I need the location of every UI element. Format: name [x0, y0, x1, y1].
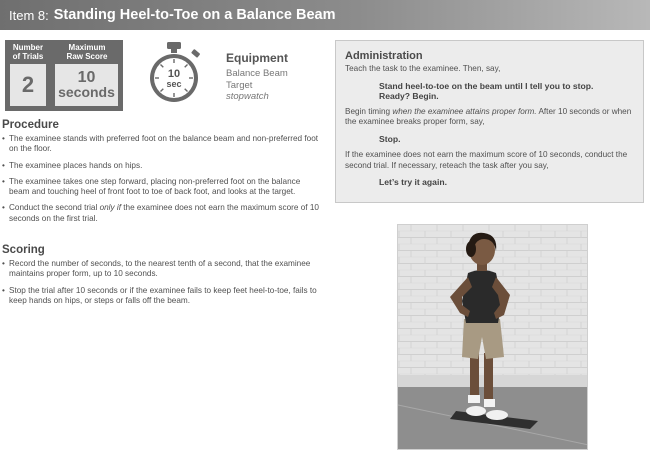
- max-raw-score-label: Maximum Raw Score: [66, 43, 108, 61]
- stopwatch-text-2: sec: [166, 79, 182, 89]
- list-item: • Record the number of seconds, to the nearest tenth of a second, that the examinee maintains proper form, up to 10 seconds.: [2, 259, 320, 280]
- equipment-item: Target: [226, 79, 253, 91]
- admin-paragraph: If the examinee does not earn the maximum score of 10 seconds, conduct the second trial. If necessary, reteach the task after you say,: [345, 150, 628, 170]
- stopwatch-icon: [145, 40, 203, 104]
- page-header: [0, 0, 650, 30]
- equipment-item: Balance Beam: [226, 68, 288, 79]
- admin-script-line: Ready? Begin.: [379, 91, 439, 101]
- equipment-heading: Equipment: [226, 51, 288, 65]
- equipment-item: stopwatch: [226, 91, 269, 102]
- administration-heading: Administration: [345, 50, 423, 62]
- list-item: • The examinee places hands on hips.: [2, 161, 320, 171]
- scoring-list: [2, 259, 320, 312]
- number-of-trials-value: 2: [10, 64, 46, 106]
- scoring-heading: Scoring: [2, 244, 45, 256]
- list-item: • The examinee takes one step forward, placing non-preferred foot on the balance beam and touching heel of front foot to toe of back foot, and looks at the target.: [2, 177, 320, 198]
- page-title: Standing Heel-to-Toe on a Balance Beam: [53, 7, 336, 23]
- admin-paragraph: Teach the task to the examinee. Then, say,: [345, 64, 501, 73]
- equipment-section: [226, 51, 288, 103]
- max-raw-score-value: 10 seconds: [55, 64, 118, 106]
- admin-script-line: Stop.: [379, 133, 401, 144]
- list-item: • Stop the trial after 10 seconds or if the examinee fails to keep feet heel-to-toe, fails to keep hands on hips, or steps or falls off the beam.: [2, 286, 320, 307]
- procedure-list: [2, 134, 320, 230]
- admin-paragraph: Begin timing when the examinee attains proper form. After 10 seconds or when the examinee breaks proper form, say,: [345, 106, 632, 126]
- administration-box: [335, 40, 644, 203]
- list-item: • Conduct the second trial only if the examinee does not earn the maximum score of 10 seconds on the first trial.: [2, 203, 320, 224]
- procedure-heading: Procedure: [2, 119, 59, 131]
- stopwatch-text-1: 10: [167, 68, 181, 80]
- admin-script-line: Stand heel-to-toe on the beam until I tell you to stop.: [379, 80, 594, 91]
- number-of-trials-label: Number of Trials: [12, 43, 44, 61]
- item-label: Item 8:: [9, 7, 49, 23]
- balance-beam-photo: [397, 224, 588, 450]
- trials-score-box: [5, 40, 123, 111]
- list-item: • The examinee stands with preferred foot on the balance beam and non-preferred foot on the floor.: [2, 134, 320, 155]
- admin-script-line: Let’s try it again.: [379, 177, 447, 187]
